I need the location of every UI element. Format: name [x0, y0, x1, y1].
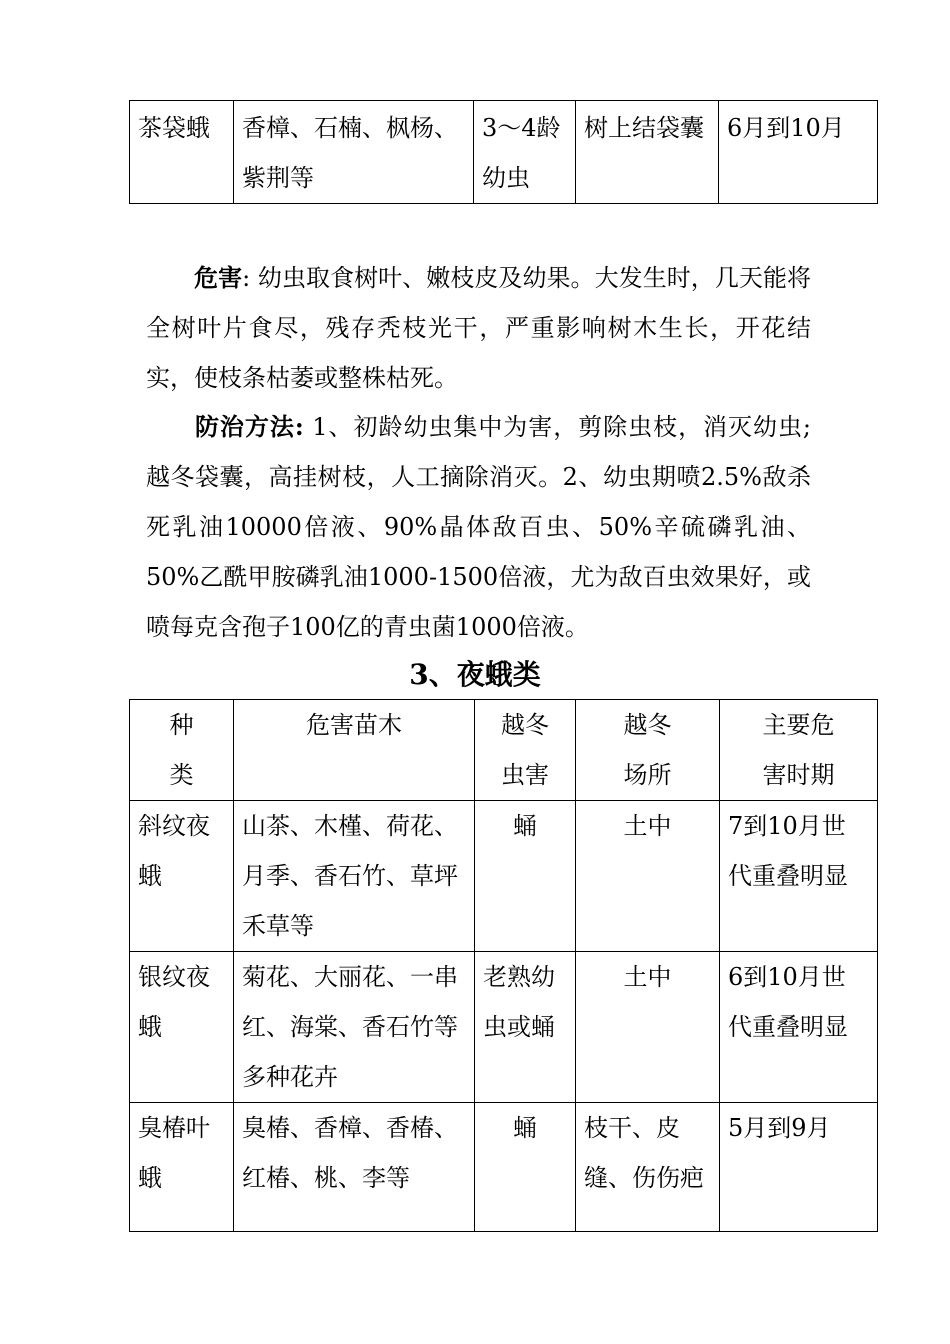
table-cell: 斜纹夜蛾 [130, 801, 234, 952]
harm-text: : 幼虫取食树叶、嫩枝皮及幼果。大发生时，几天能将全树叶片食尽，残存秃枝光干，严重影响树木生长，开花结实，使枝条枯萎或整株枯死。 [146, 264, 812, 392]
table-cell: 7到10月世代重叠明显 [720, 801, 878, 952]
table-cell: 6到10月世代重叠明显 [720, 952, 878, 1103]
control-paragraph [146, 402, 811, 652]
table-cell: 3～4龄幼虫 [474, 101, 576, 204]
column-header: 危害苗木 [234, 700, 475, 801]
harm-paragraph [146, 253, 811, 403]
control-label: 防治方法: [194, 412, 304, 441]
table-cell: 臭椿叶蛾 [130, 1103, 234, 1232]
table-cell: 5月到9月 [720, 1103, 878, 1232]
table-cell: 6月到10月 [719, 101, 878, 204]
column-header: 种类 [130, 700, 234, 801]
column-header: 主要危害时期 [720, 700, 878, 801]
harm-label: 危害 [194, 263, 243, 292]
table-cell: 茶袋蛾 [130, 101, 234, 204]
section-title: 3、夜蛾类 [409, 658, 541, 691]
pest-table-bagworm [129, 100, 878, 204]
column-header: 越冬虫害 [475, 700, 576, 801]
table-header-row [130, 700, 878, 801]
table-cell: 菊花、大丽花、一串红、海棠、香石竹等多种花卉 [234, 952, 475, 1103]
control-text: 1、初龄幼虫集中为害，剪除虫枝，消灭幼虫; 越冬袋囊，高挂树枝，人工摘除消灭。2、幼虫期喷2.5%敌杀死乳油10000倍液、90%晶体敌百虫、50%辛硫磷乳油、50%乙酰甲胺磷乳油1000-1500倍液，尤为敌百虫效果好，或喷每克含孢子100亿的青虫菌1000倍液。 [146, 413, 812, 641]
table-row [130, 801, 878, 952]
table-cell: 枝干、皮缝、伤伤疤 [576, 1103, 720, 1232]
table-cell: 蛹 [475, 1103, 576, 1232]
table-cell: 香樟、石楠、枫杨、紫荆等 [234, 101, 474, 204]
table-cell: 臭椿、香樟、香椿、红椿、桃、李等 [234, 1103, 475, 1232]
table-cell: 山茶、木槿、荷花、月季、香石竹、草坪禾草等 [234, 801, 475, 952]
table-cell: 土中 [576, 801, 720, 952]
table-cell: 土中 [576, 952, 720, 1103]
pest-table-noctuid [129, 699, 878, 1232]
table-row [130, 1103, 878, 1232]
table-cell: 树上结袋囊 [576, 101, 719, 204]
table-cell: 银纹夜蛾 [130, 952, 234, 1103]
column-header: 越冬场所 [576, 700, 720, 801]
table-cell: 蛹 [475, 801, 576, 952]
table-cell: 老熟幼虫或蛹 [475, 952, 576, 1103]
table-row [130, 952, 878, 1103]
table-row [130, 101, 878, 204]
